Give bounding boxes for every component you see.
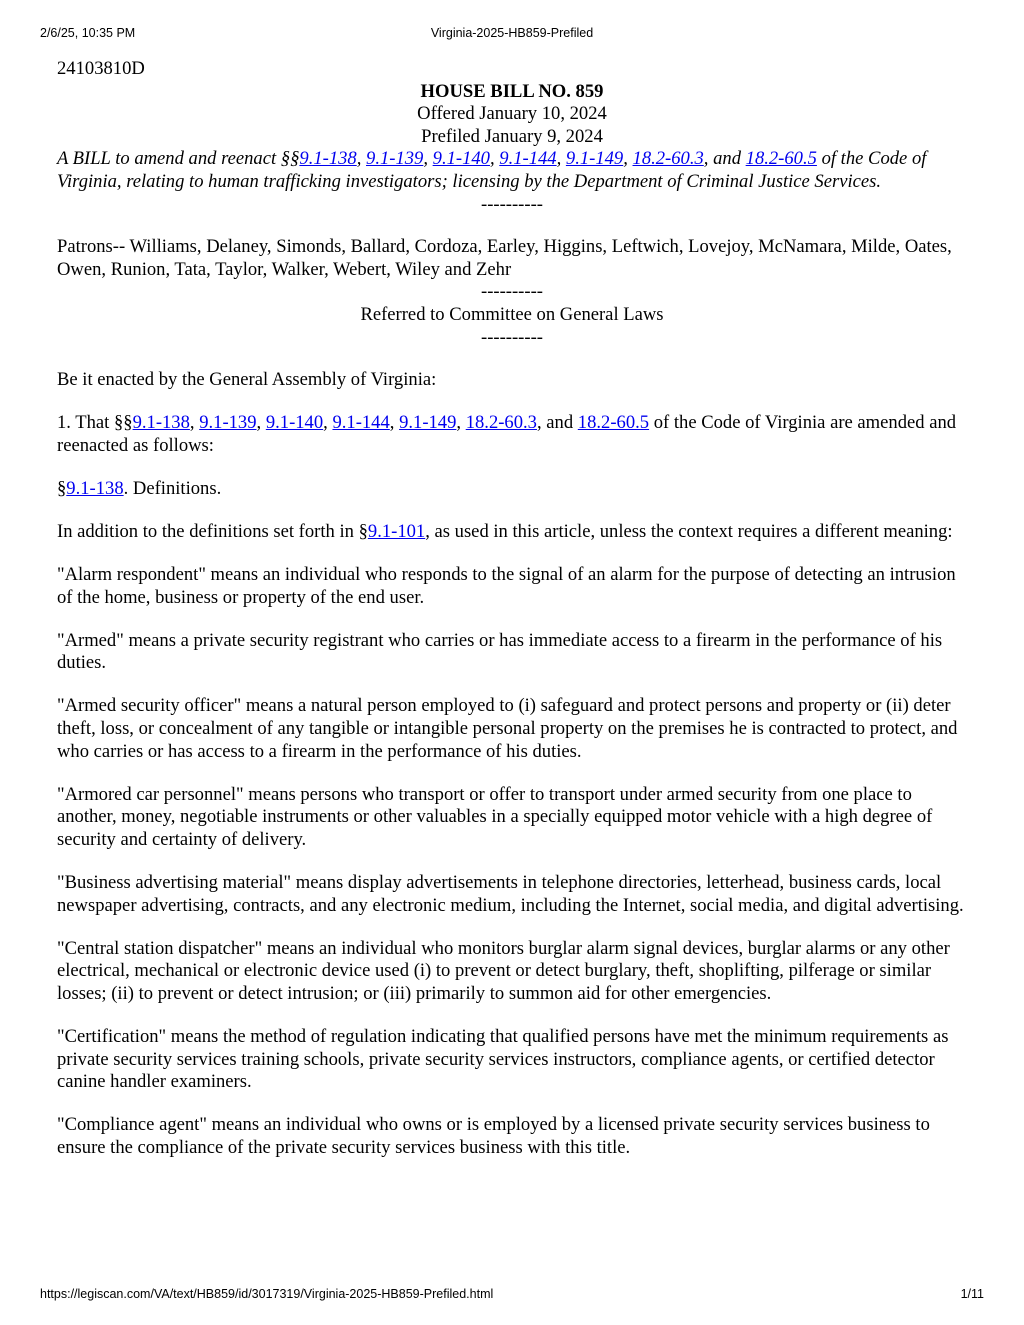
summary-link-9-1-149[interactable]: 9.1-149 <box>565 148 624 170</box>
enacting-clause: Be it enacted by the General Assembly of Virginia: <box>57 369 437 391</box>
section-link-9-1-139[interactable]: 9.1-139 <box>199 412 257 434</box>
print-url: https://legiscan.com/VA/text/HB859/id/3017319/Virginia-2025-HB859-Prefiled.html <box>40 1287 494 1301</box>
heading-link-9-1-138[interactable]: 9.1-138 <box>66 477 124 499</box>
section-link-18-2-60-3[interactable]: 18.2-60.3 <box>465 412 537 434</box>
bill-document <box>57 58 967 1159</box>
offered-date: Offered January 10, 2024 <box>417 103 607 125</box>
summary-link-9-1-140[interactable]: 9.1-140 <box>432 148 490 170</box>
section-link-9-1-138[interactable]: 9.1-138 <box>132 412 190 434</box>
section-one: 1. That §§9.1-138, 9.1-139, 9.1-140, 9.1-144, 9.1-149, 18.2-60.3, and 18.2-60.5 of the Code of Virginia are amended and reenacted as follows: <box>57 412 957 456</box>
print-datetime: 2/6/25, 10:35 PM <box>40 26 136 40</box>
patrons: Patrons-- Williams, Delaney, Simonds, Ballard, Cordoza, Earley, Higgins, Leftwich, Lovejoy, McNamara, Milde, Oates, Owen, Runion, Tata, Taylor, Walker, Webert, Wiley and Zehr <box>57 236 952 280</box>
intro-rest: , as used in this article, unless the context requires a different meaning: <box>425 521 953 542</box>
definition-paragraph: "Central station dispatcher" means an individual who monitors burglar alarm signal devices, burglar alarms or any other electrical, mechanical or electronic device used (i) to prevent or detect burglary, theft, shoplifting, pilferage or similar losses; (ii) to prevent or detect intrusion; or (iii) primarily to summon aid for other emergencies. <box>57 937 950 1004</box>
prefiled-date: Prefiled January 9, 2024 <box>421 125 603 147</box>
committee-referral: Referred to Committee on General Laws <box>360 303 664 325</box>
definition-paragraph: "Certification" means the method of regulation indicating that qualified persons have met the minimum requirements as private security services training schools, private security services instructors, compliance agents, or certified detector canine handler examiners. <box>57 1026 949 1093</box>
definition-paragraph: "Alarm respondent" means an individual who responds to the signal of an alarm for the purpose of detecting an intrusion of the home, business or property of the end user. <box>57 564 956 608</box>
summary-link-9-1-138[interactable]: 9.1-138 <box>299 148 357 170</box>
section-link-9-1-144[interactable]: 9.1-144 <box>332 412 390 434</box>
separator: ---------- <box>481 281 543 303</box>
print-title: Virginia-2025-HB859-Prefiled <box>430 26 594 40</box>
summary-link-18-2-60-3[interactable]: 18.2-60.3 <box>632 148 704 170</box>
bill-number: HOUSE BILL NO. 859 <box>420 80 604 102</box>
separator: ---------- <box>481 193 543 215</box>
summary-tail: of the Code of Virginia, relating to human trafficking investigators; licensing by the Department of Criminal Justice Services. <box>57 148 927 192</box>
summary-and: and <box>713 148 741 170</box>
page-number: 1/11 <box>960 1287 984 1301</box>
summary-link-9-1-144[interactable]: 9.1-144 <box>499 148 557 170</box>
section-lead: 1. That §§ <box>57 412 133 434</box>
section-link-9-1-149[interactable]: 9.1-149 <box>399 412 457 434</box>
bill-summary: A BILL to amend and reenact §§9.1-138, 9.1-139, 9.1-140, 9.1-144, 9.1-149, 18.2-60.3, and 18.2-60.5 of the Code of Virginia, relating to human trafficking investigators; licensing by the Department of Criminal Justice Services. <box>57 148 927 192</box>
definition-paragraph: "Armed security officer" means a natural person employed to (i) safeguard and protect persons and property or (ii) deter theft, loss, or concealment of any tangible or intangible personal property on the premises he is contracted to protect, and who carries or has access to a firearm in the performance of his duties. <box>57 695 958 762</box>
definitions-intro <box>57 521 967 544</box>
section-tail: of the Code of Virginia are amended and reenacted as follows: <box>57 412 957 456</box>
intro-lead: In addition to the definitions set forth in § <box>57 521 368 542</box>
summary-link-18-2-60-5[interactable]: 18.2-60.5 <box>745 148 817 170</box>
definition-paragraph: "Compliance agent" means an individual who owns or is employed by a licensed private security services business to ensure the compliance of the private security services business with this title. <box>57 1114 930 1158</box>
definition-paragraph: "Armored car personnel" means persons who transport or offer to transport under armed security from one place to another, money, negotiable instruments or other valuables in a specially equipped motor vehicle with a high degree of security and certainty of delivery. <box>57 783 933 850</box>
section-and: and <box>546 412 574 434</box>
section-symbol: § <box>57 477 67 499</box>
separator: ---------- <box>481 326 543 348</box>
section-link-18-2-60-5[interactable]: 18.2-60.5 <box>577 412 650 434</box>
definitions-heading <box>57 478 967 501</box>
definition-paragraph: "Business advertising material" means display advertisements in telephone directories, letterhead, business cards, local newspaper advertising, contracts, and any electronic medium, including the Internet, social media, and digital advertising. <box>57 872 964 916</box>
document-id: 24103810D <box>57 58 145 79</box>
intro-link-9-1-101[interactable]: 9.1-101 <box>367 521 426 542</box>
definition-paragraph: "Armed" means a private security registrant who carries or has immediate access to a firearm in the performance of his duties. <box>57 629 943 674</box>
heading-text: . Definitions. <box>123 477 222 499</box>
summary-lead: A BILL to amend and reenact §§ <box>57 148 300 170</box>
summary-link-9-1-139[interactable]: 9.1-139 <box>366 148 424 170</box>
section-link-9-1-140[interactable]: 9.1-140 <box>265 412 324 434</box>
